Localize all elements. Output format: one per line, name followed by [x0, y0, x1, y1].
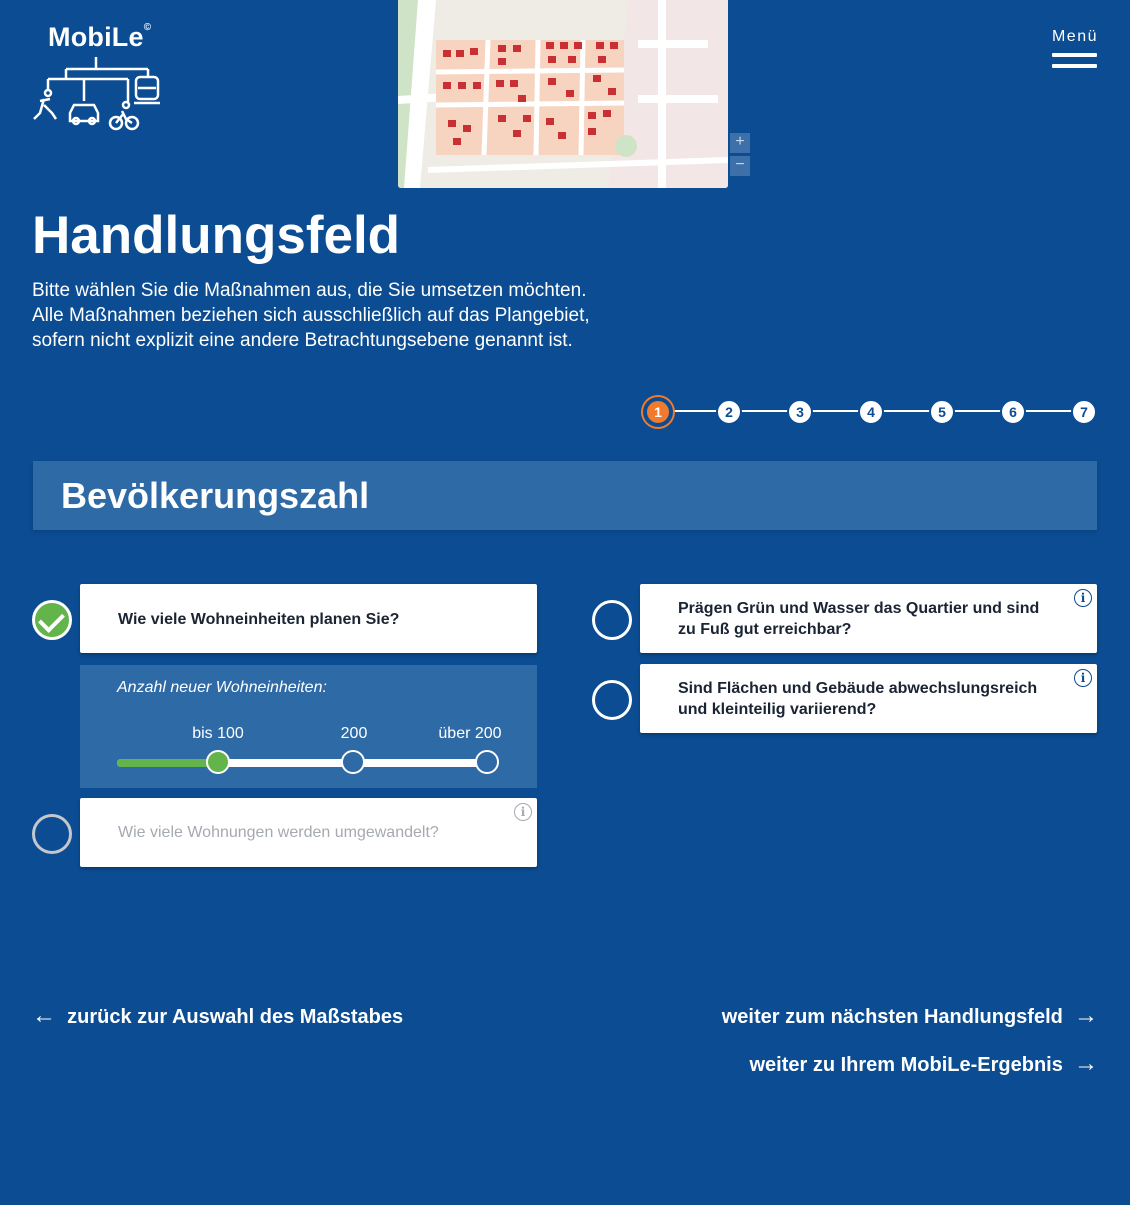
- mobility-mobile-icon: [30, 57, 165, 137]
- question-4-text: Sind Flächen und Gebäude abwechslungsreich und kleinteilig variierend?: [678, 680, 1038, 718]
- question-2-card[interactable]: [80, 798, 537, 867]
- arrow-left-icon: ←: [32, 1002, 56, 1029]
- slider-tick-label-1: bis 100: [192, 725, 244, 742]
- step-7[interactable]: 7: [1071, 399, 1097, 425]
- slider-track[interactable]: [117, 759, 487, 767]
- info-icon[interactable]: i: [1074, 669, 1092, 687]
- question-4-card[interactable]: [640, 664, 1097, 733]
- step-1[interactable]: 1: [645, 399, 671, 425]
- question-1-checkbox[interactable]: [32, 600, 72, 640]
- slider-tick-label-2: 200: [340, 725, 368, 742]
- step-2[interactable]: 2: [716, 399, 742, 425]
- map-zoom-out-button[interactable]: −: [730, 156, 750, 176]
- slider-track-fill: [117, 759, 217, 767]
- step-5[interactable]: 5: [929, 399, 955, 425]
- result-link[interactable]: [749, 1050, 1098, 1078]
- question-2-text: Wie viele Wohnungen werden umgewandelt?: [118, 824, 439, 841]
- mobile-logo[interactable]: [30, 22, 165, 142]
- question-2-checkbox[interactable]: [32, 814, 72, 854]
- map-zoom-in-button[interactable]: +: [730, 133, 750, 153]
- question-4-checkbox[interactable]: [592, 680, 632, 720]
- question-1-card[interactable]: [80, 584, 537, 653]
- slider-knob-bis-100[interactable]: [206, 750, 230, 774]
- section-title: Bevölkerungszahl: [61, 475, 370, 516]
- logo-text: MobiLe: [48, 22, 144, 52]
- step-3[interactable]: 3: [787, 399, 813, 425]
- back-link-label: zurück zur Auswahl des Maßstabes: [67, 1006, 404, 1028]
- arrow-right-icon: →: [1074, 1050, 1098, 1077]
- menu-button[interactable]: [1052, 28, 1098, 68]
- slider-knob-200[interactable]: [341, 750, 365, 774]
- slider-label: Anzahl neuer Wohneinheiten:: [117, 679, 327, 696]
- page-intro: Bitte wählen Sie die Maßnahmen aus, die Sie umsetzen möchten. Alle Maßnahmen beziehen sich ausschließlich auf das Plangebiet, sofern nicht explizit eine andere Betrachtungsebene genannt ist.: [32, 280, 590, 351]
- logo-wordmark: [48, 22, 151, 53]
- step-6[interactable]: 6: [1000, 399, 1026, 425]
- question-3-text: Prägen Grün und Wasser das Quartier und sind zu Fuß gut erreichbar?: [678, 600, 1040, 638]
- page-title: Handlungsfeld: [32, 206, 401, 265]
- next-field-link[interactable]: [722, 1002, 1098, 1030]
- menu-label: Menü: [1051, 28, 1098, 45]
- question-3-card[interactable]: [640, 584, 1097, 653]
- progress-stepper: [643, 397, 1097, 427]
- question-1-text: Wie viele Wohneinheiten planen Sie?: [118, 611, 400, 628]
- next-field-label: weiter zum nächsten Handlungsfeld: [721, 1006, 1063, 1028]
- hamburger-icon-bar-bottom: [1052, 64, 1097, 68]
- logo-copyright-mark: ©: [143, 22, 152, 33]
- map-tiles: [398, 0, 728, 188]
- section-header: [33, 461, 1097, 530]
- housing-units-slider-panel: [80, 665, 537, 788]
- info-icon[interactable]: i: [1074, 589, 1092, 607]
- hamburger-icon-bar-top: [1052, 53, 1097, 57]
- slider-knob-ueber-200[interactable]: [475, 750, 499, 774]
- arrow-right-icon: →: [1074, 1002, 1098, 1029]
- plan-area-map[interactable]: [398, 0, 728, 188]
- back-to-scale-link[interactable]: [32, 1002, 403, 1030]
- info-icon[interactable]: i: [514, 803, 532, 821]
- slider-tick-label-3: über 200: [438, 725, 502, 742]
- step-4[interactable]: 4: [858, 399, 884, 425]
- result-link-label: weiter zu Ihrem MobiLe-Ergebnis: [749, 1054, 1063, 1076]
- question-3-checkbox[interactable]: [592, 600, 632, 640]
